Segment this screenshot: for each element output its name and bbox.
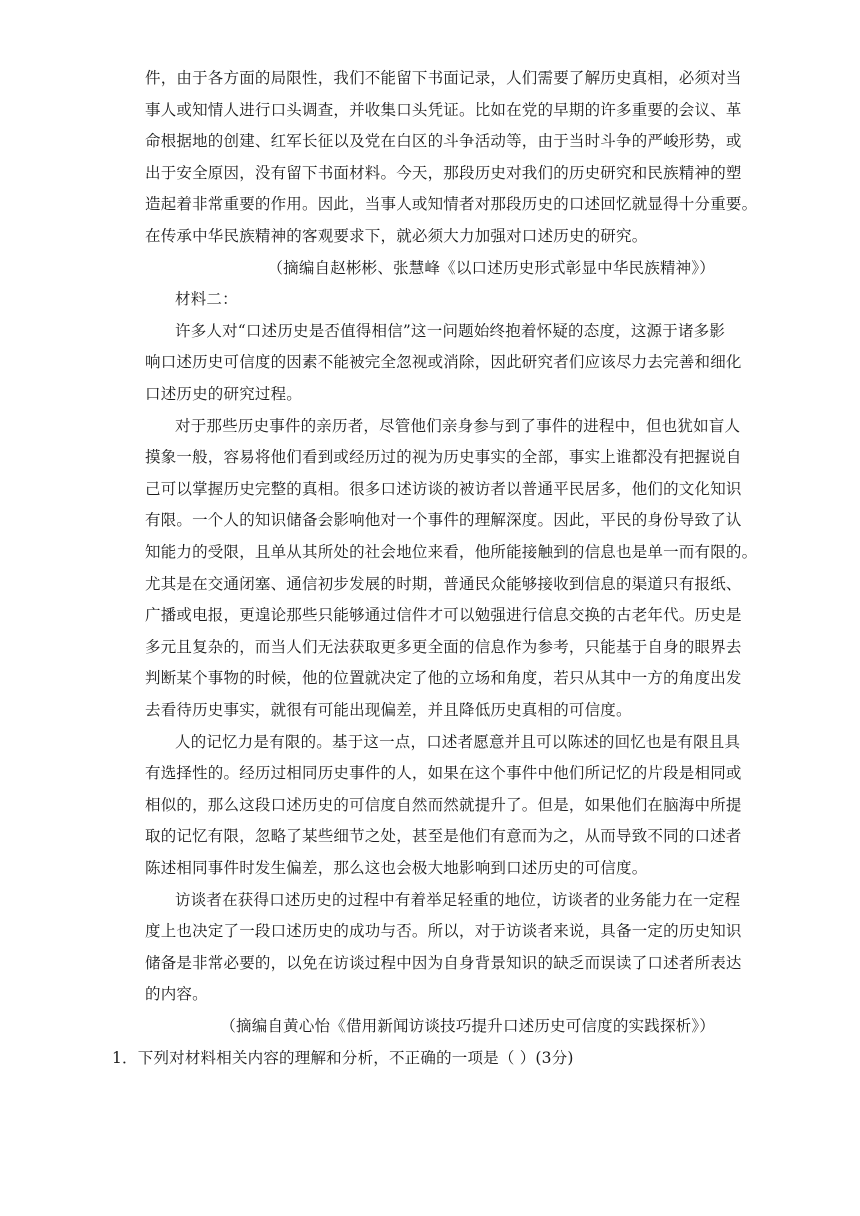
text-line: 造起着非常重要的作用。因此，当事人或知情者对那段历史的口述回忆就显得十分重要。	[145, 195, 758, 214]
text-line: 储备是非常必要的，以免在访谈过程中因为自身背景知识的缺乏而误读了口述者所表达	[145, 953, 742, 972]
text-line: 去看待历史事实，就很有可能出现偏差，并且降低历史真相的可信度。	[145, 701, 632, 719]
text-line: 口述历史的研究过程。	[145, 385, 303, 403]
question-stem: 1．下列对材料相关内容的理解和分析，不正确的一项是（ ）(3分)	[112, 1048, 574, 1067]
text-line: 广播或电报，更遑论那些只能够通过信件才可以勉强进行信息交换的古老年代。历史是	[145, 606, 742, 625]
text-line: 有选择性的。经历过相同历史事件的人，如果在这个事件中他们所记忆的片段是相同或	[145, 764, 742, 783]
text-line: 相似的，那么这段口述历史的可信度自然而然就提升了。但是，如果他们在脑海中所提	[145, 795, 742, 814]
source-citation: （摘编自赵彬彬、张慧峰《以口述历史形式彰显中华民族精神》）	[267, 258, 715, 277]
text-line: 的内容。	[145, 985, 208, 1004]
text-line: 事人或知情人进行口头调查，并收集口头凭证。比如在党的早期的许多重要的会议、革	[145, 100, 742, 119]
text-line: 多元且复杂的，而当人们无法获取更多更全面的信息作为参考，只能基于自身的眼界去	[145, 637, 742, 656]
text-line: 知能力的受限，且单从其所处的社会地位来看，他所能接触到的信息也是单一而有限的。	[145, 543, 758, 561]
section-label: 材料二：	[175, 290, 238, 309]
text-line: 己可以掌握历史完整的真相。很多口述访谈的被访者以普通平民居多，他们的文化知识	[145, 479, 742, 498]
text-line: 件，由于各方面的局限性，我们不能留下书面记录，人们需要了解历史真相，必须对当	[145, 69, 742, 87]
text-line: 响口述历史可信度的因素不能被完全忽视或消除，因此研究者们应该尽力去完善和细化	[145, 353, 742, 372]
text-line: 出于安全原因，没有留下书面材料。今天，那段历史对我们的历史研究和民族精神的塑	[145, 163, 742, 182]
text-line: 命根据地的创建、红军长征以及党在白区的斗争活动等，由于当时斗争的严峻形势，或	[145, 132, 742, 151]
text-line: 陈述相同事件时发生偏差，那么这也会极大地影响到口述历史的可信度。	[145, 859, 648, 877]
text-line: 取的记忆有限，忽略了某些细节之处，甚至是他们有意而为之，从而导致不同的口述者	[145, 827, 742, 846]
text-line: 度上也决定了一段口述历史的成功与否。所以，对于访谈者来说，具备一定的历史知识	[145, 922, 742, 941]
text-line: 在传承中华民族精神的客观要求下，就必须大力加强对口述历史的研究。	[145, 227, 648, 245]
text-line: 判断某个事物的时候，他的位置就决定了他的立场和角度，若只从其中一方的角度出发	[145, 669, 742, 688]
text-line: 摸象一般，容易将他们看到或经历过的视为历史事实的全部，事实上谁都没有把握说自	[145, 448, 742, 467]
source-citation: （摘编自黄心怡《借用新闻访谈技巧提升口述历史可信度的实践探析》）	[220, 1017, 715, 1035]
text-line: 许多人对“口述历史是否值得相信”这一问题始终抱着怀疑的态度，这源于诸多影	[175, 321, 726, 340]
text-line: 访谈者在获得口述历史的过程中有着举足轻重的地位，访谈者的业务能力在一定程	[175, 890, 741, 909]
text-line: 人的记忆力是有限的。基于这一点，口述者愿意并且可以陈述的回忆也是有限且具	[175, 732, 741, 751]
text-line: 有限。一个人的知识储备会影响他对一个事件的理解深度。因此，平民的身份导致了认	[145, 511, 742, 530]
text-line: 对于那些历史事件的亲历者，尽管他们亲身参与到了事件的进程中，但也犹如盲人	[175, 416, 741, 435]
text-line: 尤其是在交通闭塞、通信初步发展的时期，普通民众能够接收到信息的渠道只有报纸、	[145, 574, 742, 593]
